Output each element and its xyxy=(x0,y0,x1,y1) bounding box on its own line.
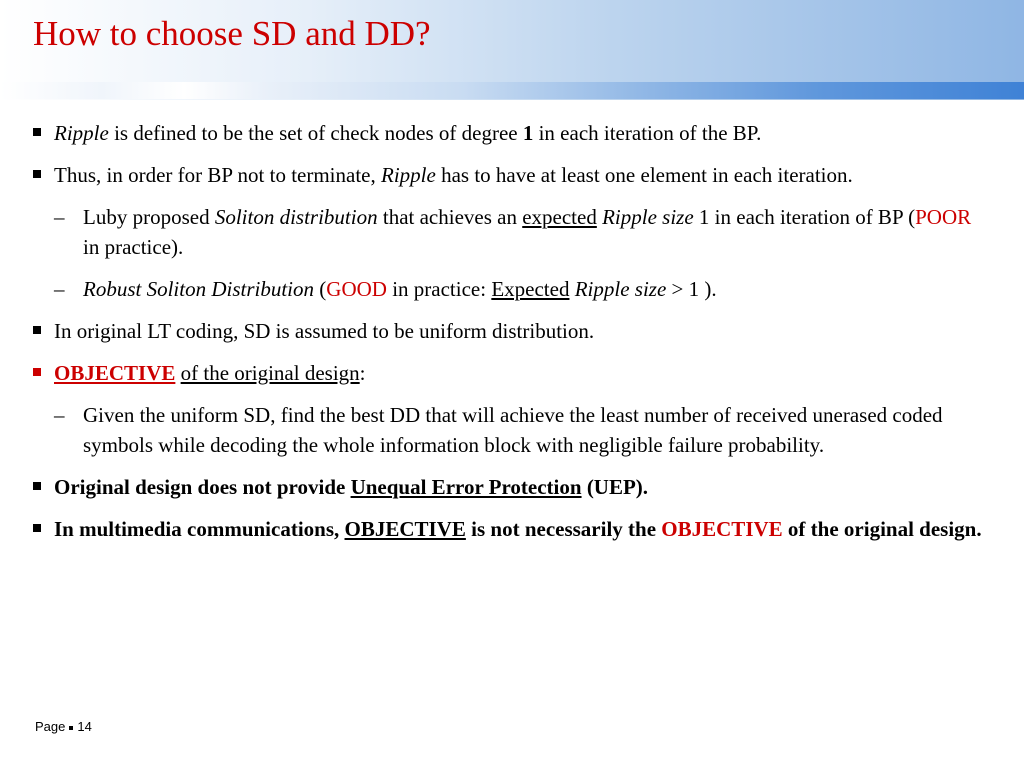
page-number: 14 xyxy=(77,719,92,734)
subbullet-objective-detail xyxy=(30,400,990,460)
text: In multimedia communications, xyxy=(54,517,345,541)
text: that achieves an xyxy=(377,205,523,229)
bullet-multimedia xyxy=(30,514,990,544)
text: In original LT coding, SD is assumed to be uniform distribution. xyxy=(54,319,595,343)
term-robust-soliton: Robust Soliton Distribution xyxy=(83,277,315,301)
poor-label: POOR xyxy=(915,205,972,229)
term-expected: expected xyxy=(522,205,597,229)
subbullet-soliton xyxy=(30,202,990,262)
square-bullet-icon xyxy=(33,128,41,136)
text: > 1 ). xyxy=(666,277,717,301)
term-original-design: of the original design xyxy=(180,361,360,385)
page-label: Page xyxy=(35,719,66,734)
term-ripple-size: Ripple size xyxy=(574,277,667,301)
bullet-uep xyxy=(30,472,990,502)
text: 1 in each iteration of BP ( xyxy=(693,205,916,229)
term-uep: Unequal Error Protection xyxy=(350,475,582,499)
text: Luby proposed xyxy=(83,205,215,229)
text: Given the uniform SD, find the best DD that will achieve the least number of received unerased coded symbols while decoding the whole information block with negligible failure probability. xyxy=(83,403,943,457)
text: of the original design. xyxy=(782,517,982,541)
degree-one: 1 xyxy=(522,121,534,145)
good-label: GOOD xyxy=(326,277,387,301)
slide-title: How to choose SD and DD? xyxy=(33,14,431,53)
footer-separator-icon xyxy=(69,726,73,730)
term-ripple-size: Ripple size xyxy=(602,205,694,229)
dash-bullet-icon: – xyxy=(54,205,65,229)
square-bullet-icon xyxy=(33,482,41,490)
term-soliton: Soliton distribution xyxy=(214,205,378,229)
text: Thus, in order for BP not to terminate, xyxy=(54,163,381,187)
dash-bullet-icon: – xyxy=(54,403,65,427)
bullet-uniform-sd xyxy=(30,316,990,346)
text: : xyxy=(359,361,366,385)
subbullet-robust-soliton xyxy=(30,274,990,304)
text: is not necessarily the xyxy=(465,517,662,541)
objective-label: OBJECTIVE xyxy=(54,361,176,385)
text: ( xyxy=(314,277,327,301)
dash-bullet-icon: – xyxy=(54,277,65,301)
text: in practice). xyxy=(83,235,184,259)
text: in each iteration of the BP. xyxy=(533,121,762,145)
bullet-objective xyxy=(30,358,990,388)
square-bullet-icon xyxy=(33,368,41,376)
header-accent-strip xyxy=(0,82,1024,99)
objective-red: OBJECTIVE xyxy=(661,517,783,541)
term-expected: Expected xyxy=(491,277,570,301)
text: in practice: xyxy=(386,277,492,301)
slide-content xyxy=(30,118,990,556)
text: (UEP). xyxy=(581,475,649,499)
square-bullet-icon xyxy=(33,524,41,532)
term-ripple: Ripple xyxy=(54,121,109,145)
text: has to have at least one element in each iteration. xyxy=(435,163,853,187)
bullet-ripple-definition xyxy=(30,118,990,148)
bullet-bp-termination xyxy=(30,160,990,190)
slide-footer xyxy=(35,719,92,734)
square-bullet-icon xyxy=(33,326,41,334)
text: Original design does not provide xyxy=(54,475,351,499)
square-bullet-icon xyxy=(33,170,41,178)
term-objective: OBJECTIVE xyxy=(344,517,466,541)
text: is defined to be the set of check nodes of degree xyxy=(108,121,523,145)
term-ripple: Ripple xyxy=(381,163,436,187)
